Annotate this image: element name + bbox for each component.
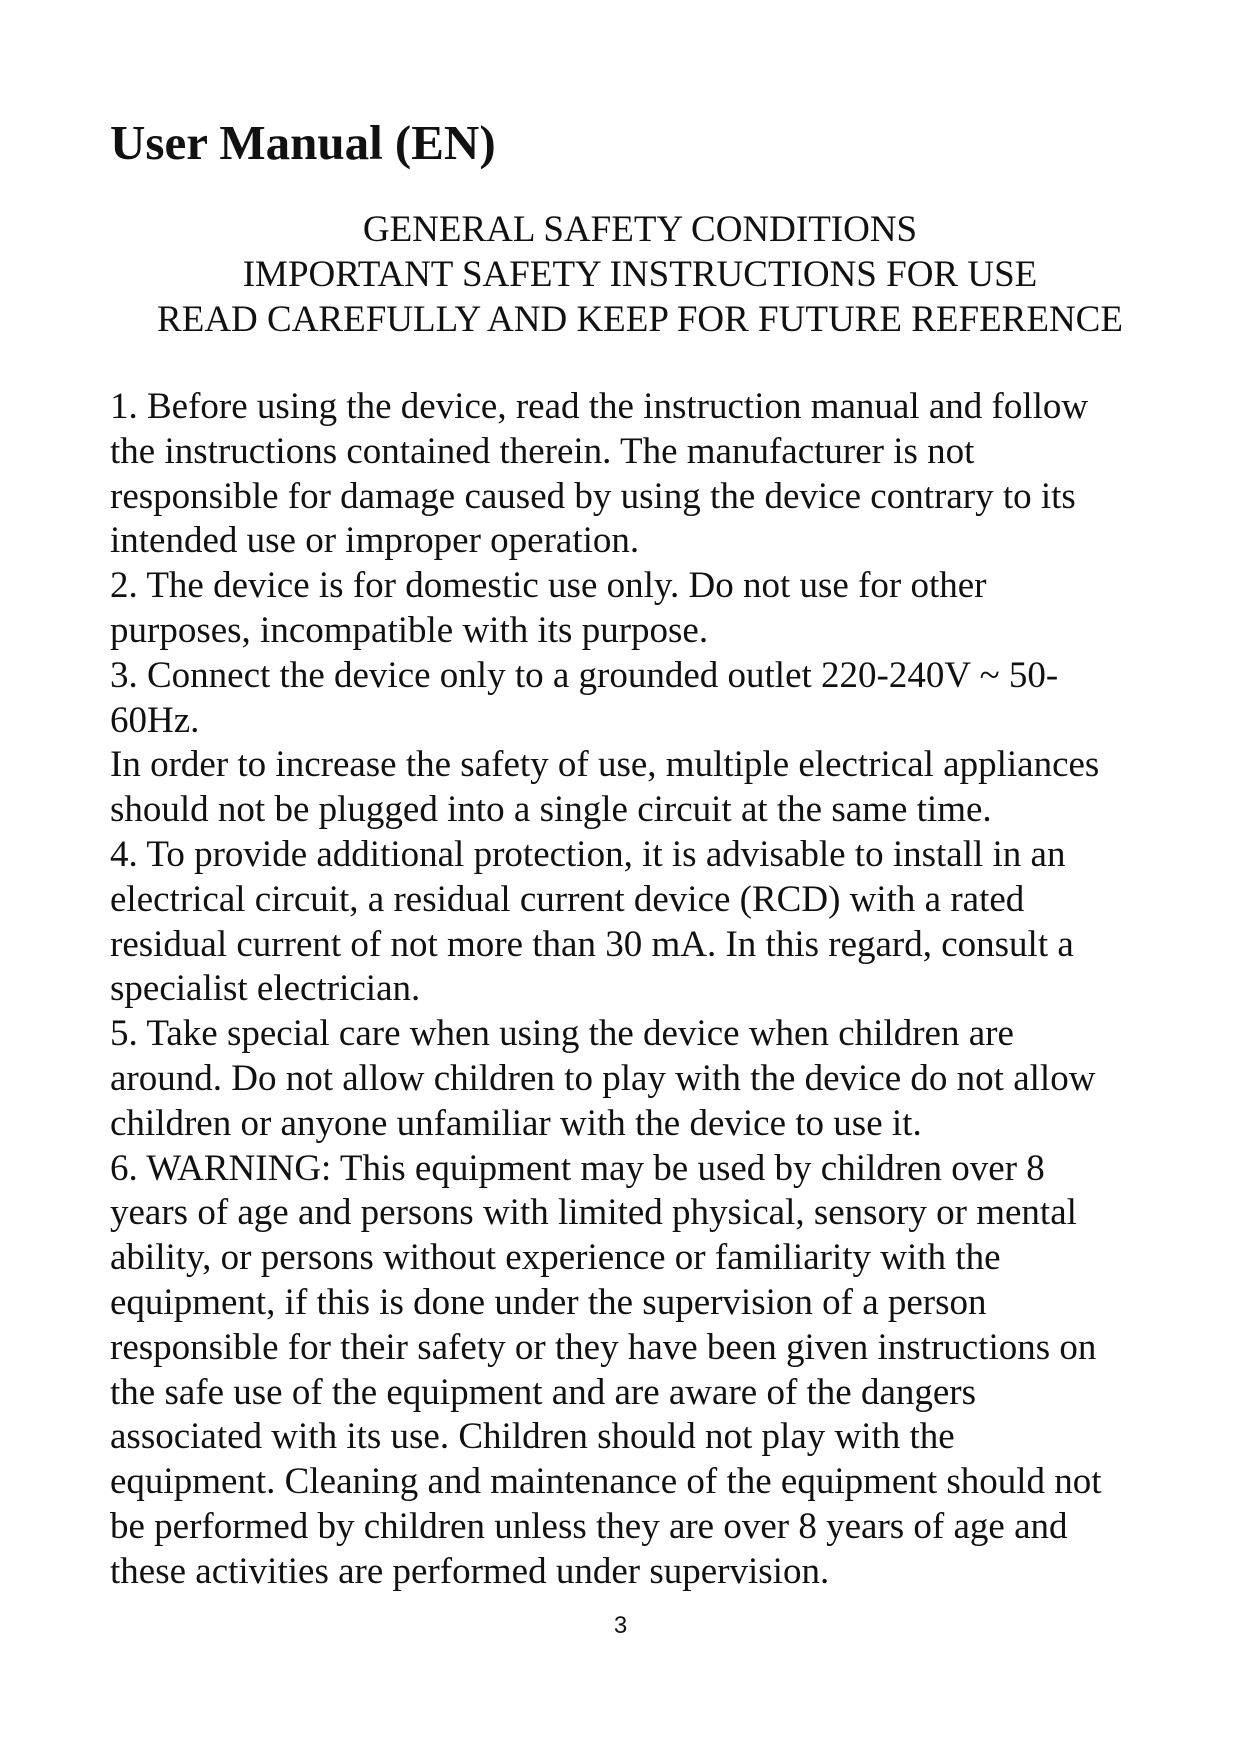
- body-text-line: purposes, incompatible with its purpose.: [110, 609, 709, 651]
- body-text-line: equipment, if this is done under the supervision of a person: [110, 1281, 987, 1323]
- body-text-line: 1. Before using the device, read the instruction manual and follow: [110, 386, 1089, 427]
- body-text-line: 2. The device is for domestic use only. Do not use for other: [110, 565, 987, 607]
- body-text-line: around. Do not allow children to play with the device do not allow: [110, 1057, 1096, 1099]
- page-title: User Manual (EN): [110, 115, 496, 170]
- body-text-line: responsible for damage caused by using the device contrary to its: [110, 475, 1076, 517]
- body-text-line: In order to increase the safety of use, multiple electrical appliances: [110, 744, 1100, 786]
- page-number: 3: [613, 1612, 628, 1639]
- body-text-line: 4. To provide additional protection, it is advisable to install in an: [110, 833, 1066, 875]
- heading-read-carefully: READ CAREFULLY AND KEEP FOR FUTURE REFERENCE: [157, 299, 1123, 340]
- body-text-line: specialist electrician.: [110, 968, 421, 1010]
- body-text-line: 60Hz.: [110, 699, 200, 741]
- body-text-line: be performed by children unless they are over 8 years of age and: [110, 1505, 1068, 1547]
- body-text-line: 6. WARNING: This equipment may be used by children over 8: [110, 1147, 1045, 1189]
- body-text-line: responsible for their safety or they have been given instructions on: [110, 1326, 1097, 1368]
- body-text-line: ability, or persons without experience or familiarity with the: [110, 1237, 1001, 1279]
- body-text-line: associated with its use. Children should not play with the: [110, 1416, 955, 1458]
- safety-headings: [110, 207, 1170, 342]
- body-text-line: 5. Take special care when using the device when children are: [110, 1013, 1014, 1055]
- body-text-line: equipment. Cleaning and maintenance of the equipment should not: [110, 1461, 1102, 1503]
- body-text-line: the instructions contained therein. The manufacturer is not: [110, 430, 975, 472]
- body-text-line: 3. Connect the device only to a grounded outlet 220-240V ~ 50-: [110, 654, 1059, 696]
- heading-general-safety: GENERAL SAFETY CONDITIONS: [362, 209, 918, 250]
- body-text-line: intended use or improper operation.: [110, 520, 640, 562]
- body-text-line: should not be plugged into a single circuit at the same time.: [110, 789, 992, 831]
- body-text-line: children or anyone unfamiliar with the device to use it.: [110, 1102, 922, 1144]
- safety-instructions-body: [110, 385, 1195, 1595]
- body-text-line: years of age and persons with limited physical, sensory or mental: [110, 1192, 1077, 1234]
- body-text-line: residual current of not more than 30 mA. In this regard, consult a: [110, 923, 1074, 965]
- body-text-line: these activities are performed under supervision.: [110, 1550, 830, 1592]
- heading-important-instructions: IMPORTANT SAFETY INSTRUCTIONS FOR USE: [242, 254, 1038, 295]
- body-text-line: the safe use of the equipment and are aware of the dangers: [110, 1371, 977, 1413]
- body-text-line: electrical circuit, a residual current device (RCD) with a rated: [110, 878, 1025, 920]
